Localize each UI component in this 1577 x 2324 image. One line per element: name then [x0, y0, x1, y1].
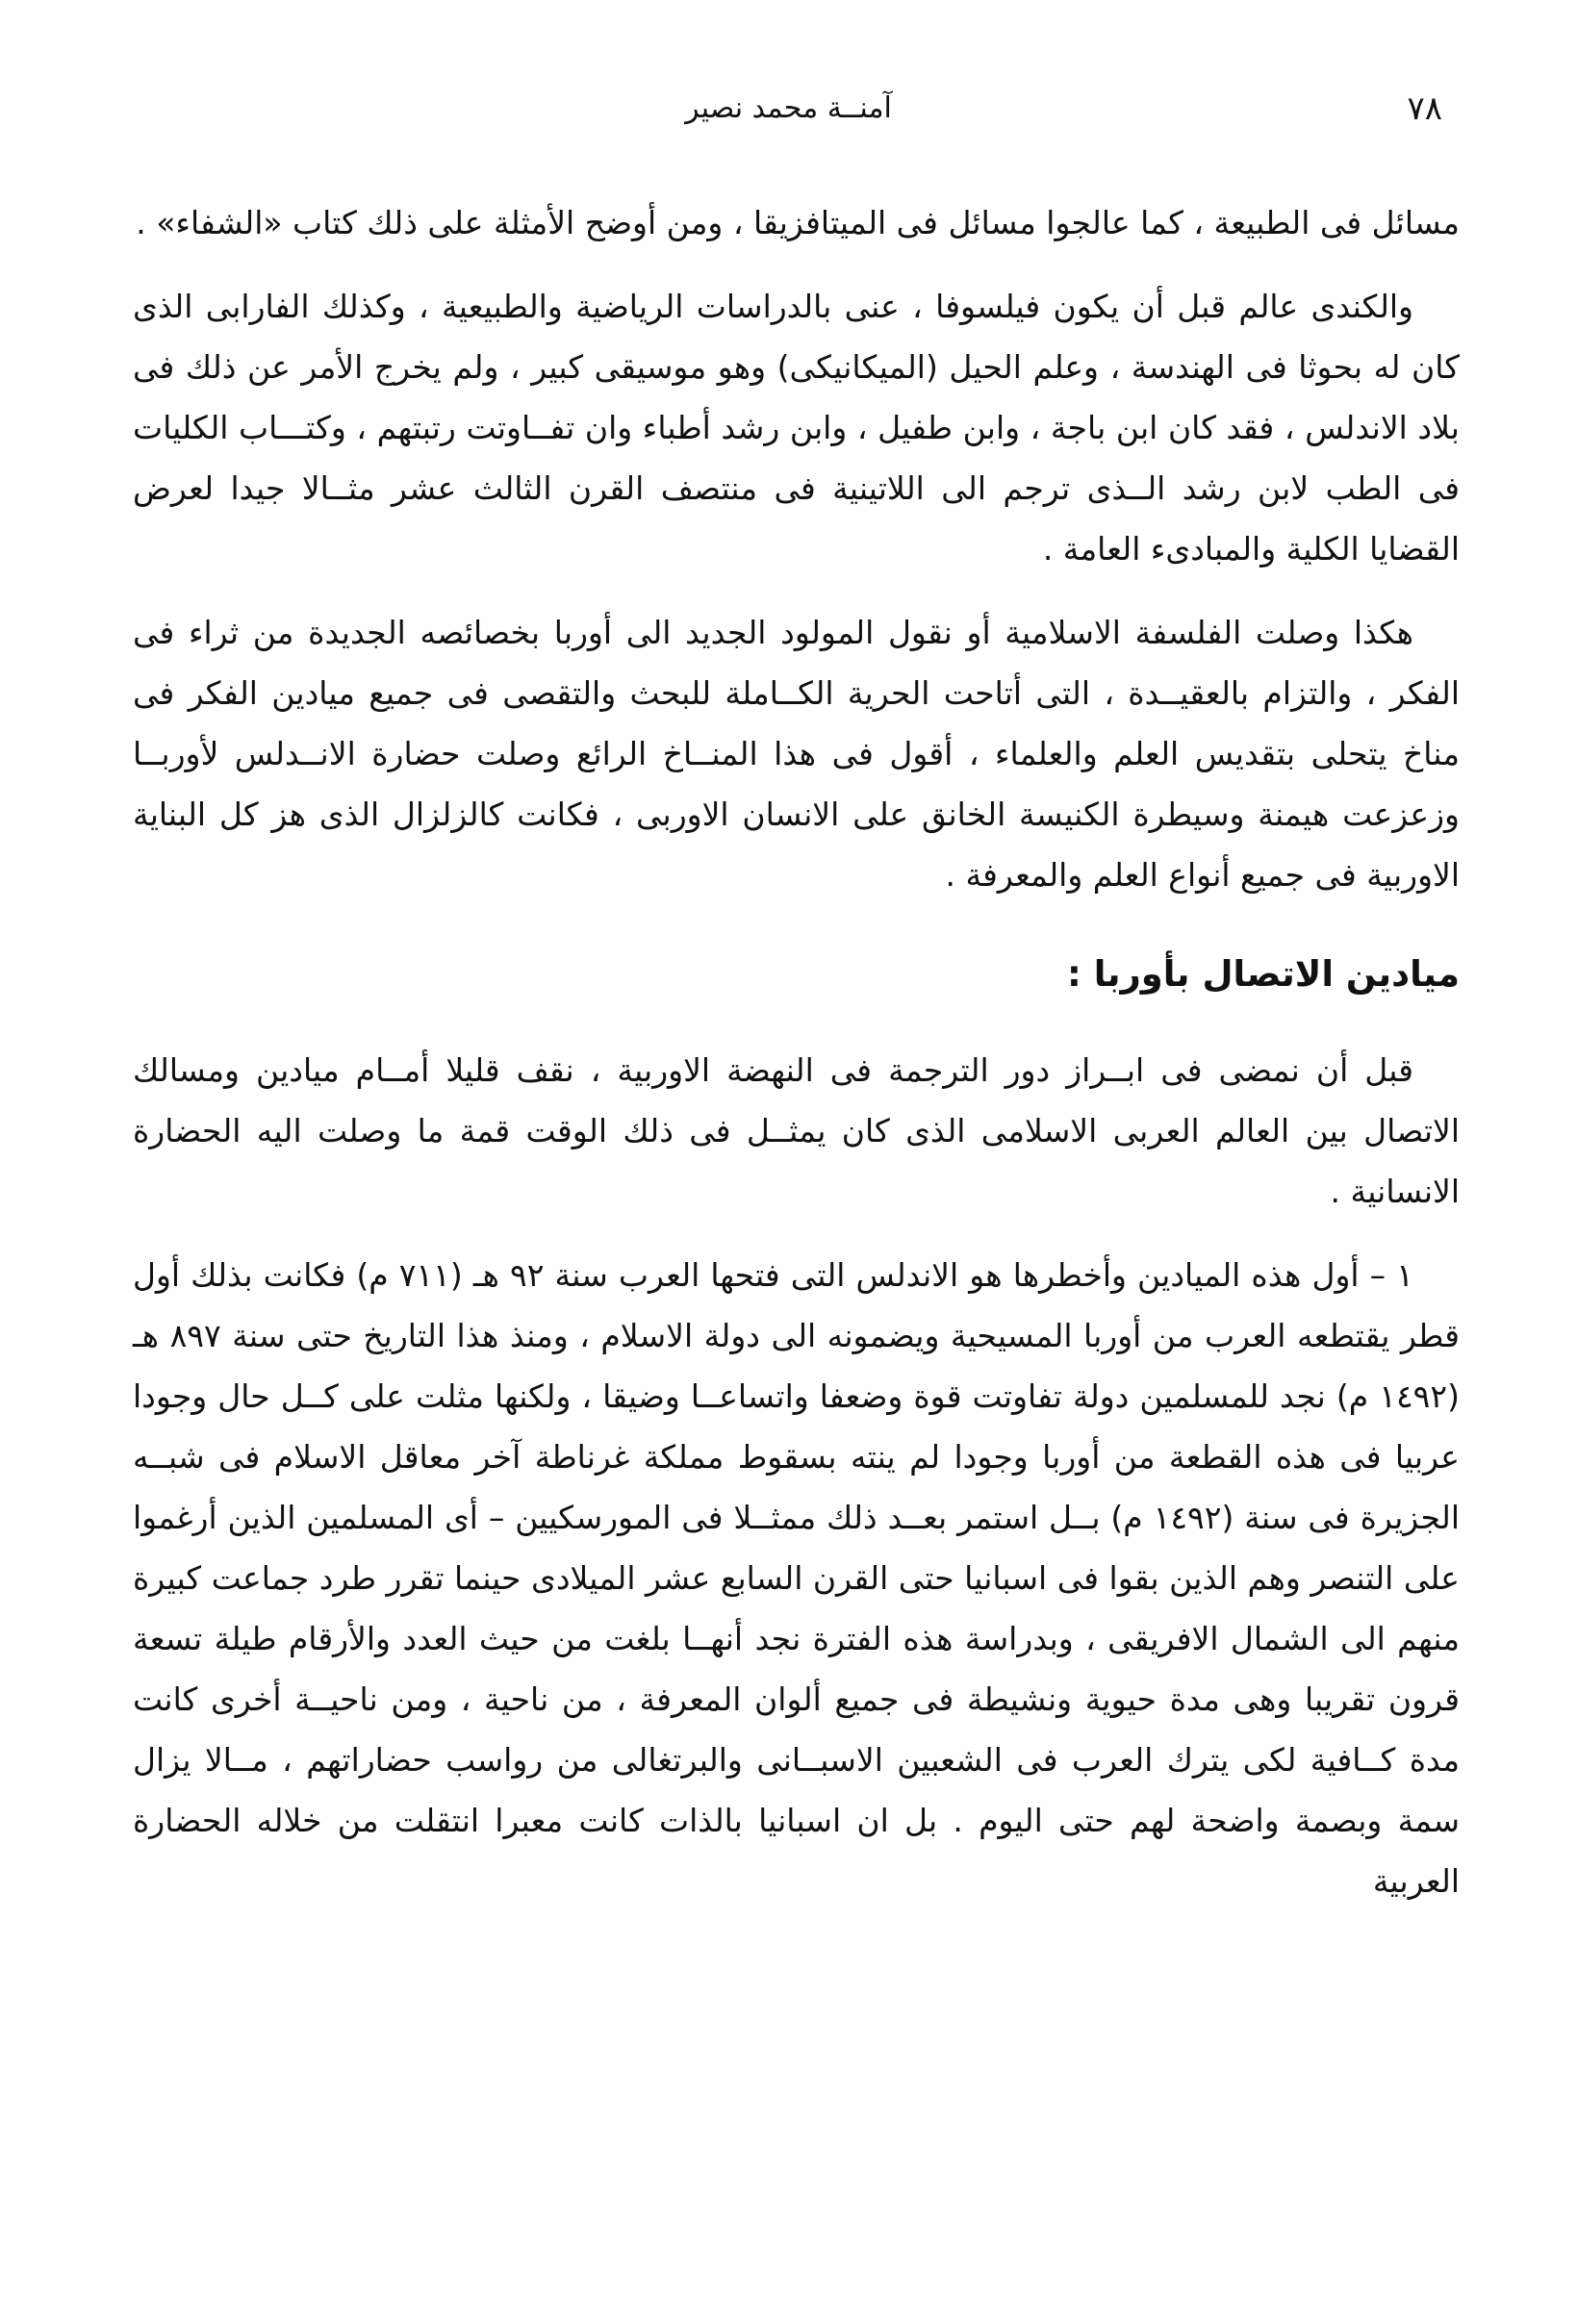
running-header [135, 85, 1442, 133]
paragraph-andalusia: ١ – أول هذه الميادين وأخطرها هو الاندلس التى فتحها العرب سنة ٩٢ هـ (٧١١ م) فكانت بذلك أول قطر يقتطعه العرب من أوربا المسيحية ويضمونه الى دولة الاسلام ، ومنذ هذا التاريخ حتى سنة ٨٩٧ هـ (١٤٩٢ م) نجد للمسلمين دولة تفاوتت قوة وضعفا واتساعــا وضيقا ، ولكنها مثلت على كــل حال وجودا عربيا فى هذه القطعة من أوربا وجودا لم ينته بسقوط مملكة غرناطة آخر معاقل الاسلام فى شبــه الجزيرة فى سنة (١٤٩٢ م) بــل استمر بعــد ذلك ممثــلا فى المورسكيين – أى المسلمين الذين أرغموا على التنصر وهم الذين بقوا فى اسبانيا حتى القرن السابع عشر الميلادى حينما تقرر طرد جماعت كبيرة منهم الى الشمال الافريقى ، وبدراسة هذه الفترة نجد أنهــا بلغت من حيث العدد والأرقام طيلة تسعة قرون تقريبا وهى مدة حيوية ونشيطة فى جميع ألوان المعرفة ، من ناحية ، ومن ناحيــة أخرى كانت مدة كــافية لكى يترك العرب فى الشعبين الاسبــانى والبرتغالى من رواسب حضاراتهم ، مــالا يزال سمة وبصمة واضحة لهم حتى اليوم . بل ان اسبانيا بالذات كانت معبرا انتقلت من خلاله الحضارة العربية [133, 1256, 1461, 1900]
paragraph-intro: قبل أن نمضى فى ابــراز دور الترجمة فى النهضة الاوربية ، نقف قليلا أمــام ميادين ومسالك الاتصال بين العالم العربى الاسلامى الذى كان يمثــل فى ذلك الوقت قمة ما وصلت اليه الحضارة الانسانية . [133, 1051, 1460, 1210]
body-text [133, 192, 1460, 1934]
page-number: ٧٨ [1407, 89, 1442, 128]
paragraph-kindi: والكندى عالم قبل أن يكون فيلسوفا ، عنى بالدراسات الرياضية والطبيعية ، وكذلك الفارابى الذى كان له بحوثا فى الهندسة ، وعلم الحيل (الميكانيكى) وهو موسيقى كبير ، ولم يخرج الأمر عن ذلك فى بلاد الاندلس ، فقد كان ابن باجة ، وابن طفيل ، وابن رشد أطباء وان تفــاوتت رتبتهم ، وكتـــاب الكليات فى الطب لابن رشد الــذى ترجم الى اللاتينية فى منتصف القرن الثالث عشر مثــالا جيدا لعرض القضايا الكلية والمبادىء العامة . [133, 288, 1460, 568]
running-title: آمنــة محمد نصير [685, 91, 892, 125]
paragraph-continuation: مسائل فى الطبيعة ، كما عالجوا مسائل فى الميتافزيقا ، ومن أوضح الأمثلة على ذلك كتاب «الشفاء» . [136, 204, 1460, 241]
section-heading: ميادين الاتصال بأوربا : [1067, 953, 1460, 995]
paragraph-transmission: هكذا وصلت الفلسفة الاسلامية أو نقول المولود الجديد الى أوربا بخصائصه الجديدة من ثراء فى الفكر ، والتزام بالعقيــدة ، التى أتاحت الحرية الكــاملة للبحث والتقصى فى جميع ميادين الفكر فى مناخ يتحلى بتقديس العلم والعلماء ، أقول فى هذا المنــاخ الرائع وصلت حضارة الانــدلس لأوربــا وزعزعت هيمنة وسيطرة الكنيسة الخانق على الانسان الاوربى ، فكانت كالزلزال الذى هز كل البناية الاوربية فى جميع أنواع العلم والمعرفة . [133, 614, 1460, 894]
